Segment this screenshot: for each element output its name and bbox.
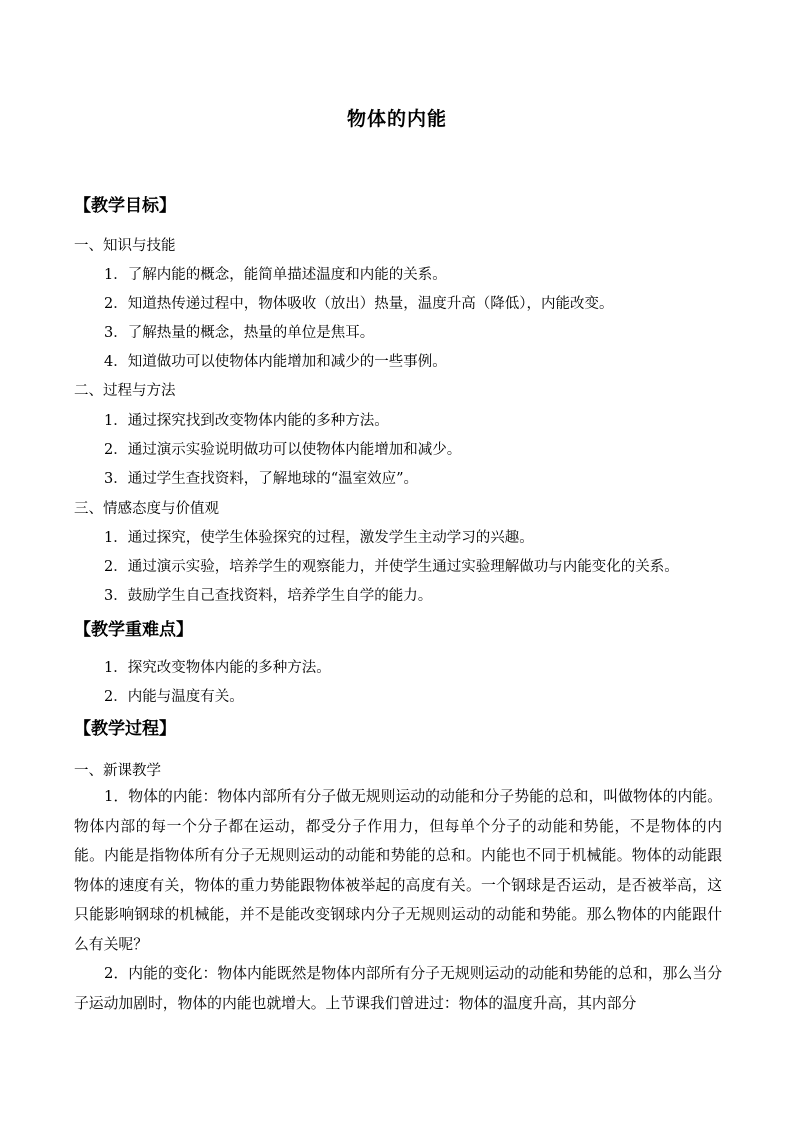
list-item: 3．通过学生查找资料，了解地球的“温室效应”。	[104, 471, 419, 487]
subheading-knowledge: 一、知识与技能	[74, 238, 176, 254]
list-item: 1．通过探究，使学生体验探究的过程，激发学生主动学习的兴趣。	[104, 530, 534, 546]
list-item: 2．通过演示实验说明做功可以使物体内能增加和减少。	[104, 442, 462, 458]
list-item: 2．知道热传递过程中，物体吸收（放出）热量，温度升高（降低），内能改变。	[104, 296, 614, 312]
paragraph-internal-energy: 1．物体的内能：物体内部所有分子做无规则运动的动能和分子势能的总和，叫做物体的内能。物体内部的每一个分子都在运动，都受分子作用力，但每单个分子的动能和势能，不是物体的内能。内能是指物体所有分子无规则运动的动能和势能的总和。内能也不同于机械能。物体的动能跟物体的速度有关，物体的重力势能跟物体被举起的高度有关。一个钢球是否运动，是否被举高，这只能影响钢球的机械能，并不是能改变钢球内分子无规则运动的动能和势能。那么物体的内能跟什么有关呢？	[74, 788, 722, 953]
list-item: 1．通过探究找到改变物体内能的多种方法。	[104, 413, 389, 429]
list-item: 1．了解内能的概念，能简单描述温度和内能的关系。	[104, 267, 447, 283]
subheading-process-method: 二、过程与方法	[74, 383, 176, 399]
subheading-new-lesson: 一、新课教学	[74, 763, 161, 779]
section-heading-keypoints: 【教学重难点】	[74, 620, 193, 640]
page-title: 物体的内能	[346, 108, 447, 130]
list-item: 1．探究改变物体内能的多种方法。	[104, 660, 331, 676]
list-item: 2．内能与温度有关。	[104, 689, 244, 705]
list-item: 4．知道做功可以使物体内能增加和减少的一些事例。	[104, 354, 447, 370]
list-item: 2．通过演示实验，培养学生的观察能力，并使学生通过实验理解做功与内能变化的关系。	[104, 559, 679, 575]
paragraph-energy-change: 2．内能的变化：物体内能既然是物体内部所有分子无规则运动的动能和势能的总和，那么当分子运动加剧时，物体的内能也就增大。上节课我们曾进过：物体的温度升高，其内部分	[74, 965, 722, 1012]
list-item: 3．鼓励学生自己查找资料，培养学生自学的能力。	[104, 588, 433, 604]
section-heading-process: 【教学过程】	[74, 719, 176, 739]
section-heading-goals: 【教学目标】	[74, 196, 176, 216]
list-item: 3．了解热量的概念，热量的单位是焦耳。	[104, 325, 375, 341]
subheading-attitude: 三、情感态度与价值观	[74, 501, 219, 517]
